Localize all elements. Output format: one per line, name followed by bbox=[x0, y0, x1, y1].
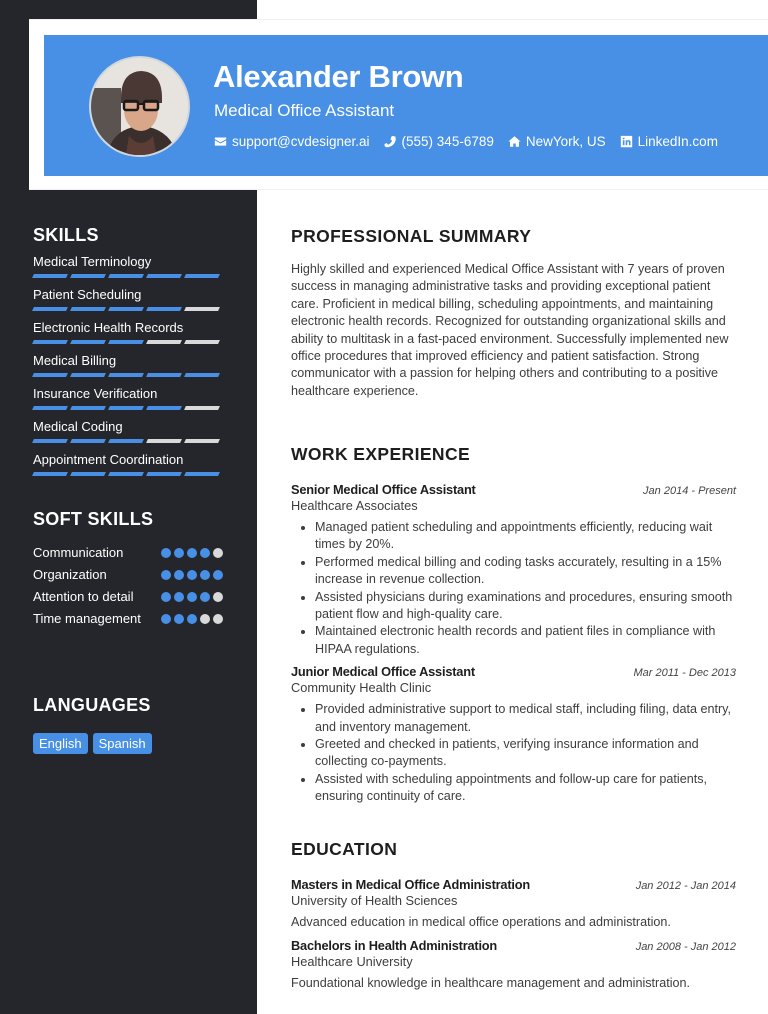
skill-level-segment bbox=[146, 274, 182, 278]
rating-dot bbox=[161, 570, 171, 580]
education-desc: Foundational knowledge in healthcare management and administration. bbox=[291, 976, 691, 991]
skill-level-bar bbox=[33, 472, 223, 476]
rating-dot bbox=[161, 592, 171, 602]
skill-level-segment bbox=[70, 406, 106, 410]
rating-dot bbox=[161, 614, 171, 624]
rating-dot bbox=[187, 614, 197, 624]
skill-level-segment bbox=[146, 406, 182, 410]
rating-dot bbox=[213, 548, 223, 558]
envelope-icon bbox=[214, 135, 227, 148]
skill-level-bar bbox=[33, 340, 223, 344]
summary-text: Highly skilled and experienced Medical Office Assistant with 7 years of proven success in managing administrative tasks and providing exceptional patient care. Proficient in medical billing, scheduling appointments, and maintaining electronic health records. Recognized for outstanding organizational skills and ability to multitask in a fast-paced environment. Successfully implemented new office procedures that improved efficiency and patient satisfaction. Strong communicator with a passion for helping others and contributing to a positive healthcare experience. bbox=[291, 262, 729, 398]
soft-skill-rating bbox=[161, 592, 223, 602]
job-title: Senior Medical Office Assistant bbox=[291, 482, 476, 497]
skill-level-segment bbox=[146, 439, 182, 443]
contact-email[interactable] bbox=[214, 134, 370, 149]
rating-dot bbox=[200, 592, 210, 602]
skill-level-bar bbox=[33, 274, 223, 278]
rating-dot bbox=[161, 548, 171, 558]
job-date: Mar 2011 - Dec 2013 bbox=[633, 667, 736, 680]
soft-skill-item bbox=[33, 544, 223, 562]
skill-level-segment bbox=[184, 406, 220, 410]
rating-dot bbox=[187, 570, 197, 580]
contact-phone-text: (555) 345-6789 bbox=[401, 134, 494, 149]
header-card bbox=[29, 19, 768, 190]
education-section bbox=[291, 839, 736, 993]
education-entry bbox=[291, 938, 736, 992]
skill-item bbox=[33, 353, 223, 377]
contact-phone[interactable] bbox=[384, 134, 494, 149]
skills-section bbox=[33, 225, 223, 476]
skill-level-segment bbox=[184, 472, 220, 476]
rating-dot bbox=[200, 570, 210, 580]
summary-heading: PROFESSIONAL SUMMARY bbox=[291, 226, 532, 246]
soft-skills-heading: SOFT SKILLS bbox=[33, 509, 154, 529]
summary-section bbox=[291, 226, 736, 400]
rating-dot bbox=[174, 614, 184, 624]
skill-level-bar bbox=[33, 406, 223, 410]
skill-level-segment bbox=[32, 340, 68, 344]
contact-linkedin[interactable] bbox=[620, 134, 718, 149]
soft-skill-name: Time management bbox=[33, 611, 141, 626]
rating-dot bbox=[200, 548, 210, 558]
rating-dot bbox=[213, 570, 223, 580]
skill-level-segment bbox=[184, 307, 220, 311]
skill-name: Electronic Health Records bbox=[33, 320, 184, 335]
skill-level-segment bbox=[32, 439, 68, 443]
soft-skill-name: Attention to detail bbox=[33, 589, 134, 604]
education-date: Jan 2012 - Jan 2014 bbox=[635, 880, 736, 892]
job-bullet: • Managed patient scheduling and appointments efficiently, reducing wait times by 20%. bbox=[315, 519, 736, 554]
experience-section bbox=[291, 444, 736, 806]
job-bullet: • Provided administrative support to medical staff, including filing, data entry, and inventory management. bbox=[315, 701, 736, 736]
language-badge: English bbox=[33, 733, 88, 754]
school: Healthcare University bbox=[291, 954, 413, 970]
education-entry bbox=[291, 877, 736, 931]
skill-level-bar bbox=[33, 307, 223, 311]
header-band bbox=[44, 35, 768, 176]
soft-skill-name: Communication bbox=[33, 545, 124, 560]
skill-level-segment bbox=[108, 340, 144, 344]
skill-level-segment bbox=[70, 439, 106, 443]
rating-dot bbox=[213, 592, 223, 602]
rating-dot bbox=[174, 570, 184, 580]
job-title: Junior Medical Office Assistant bbox=[291, 664, 475, 680]
skill-level-segment bbox=[32, 307, 68, 311]
job-bullet: • Performed medical billing and coding tasks accurately, resulting in a 15% increase in revenue collection. bbox=[315, 554, 736, 589]
skill-level-segment bbox=[108, 439, 144, 443]
rating-dot bbox=[213, 614, 223, 624]
contact-list bbox=[214, 134, 718, 149]
skill-level-segment bbox=[184, 274, 220, 278]
rating-dot bbox=[187, 548, 197, 558]
job-entry bbox=[291, 482, 736, 658]
skill-name: Medical Coding bbox=[33, 419, 123, 434]
rating-dot bbox=[200, 614, 210, 624]
job-bullet: • Assisted physicians during examinations and procedures, ensuring smooth patient flow and high-quality care. bbox=[315, 589, 736, 624]
education-date: Jan 2008 - Jan 2012 bbox=[635, 941, 736, 954]
skill-level-segment bbox=[70, 274, 106, 278]
rating-dot bbox=[187, 592, 197, 602]
job-bullets bbox=[291, 701, 736, 805]
skill-item bbox=[33, 320, 223, 344]
skill-name: Medical Billing bbox=[33, 353, 117, 368]
skill-level-segment bbox=[184, 439, 220, 443]
skill-level-segment bbox=[184, 373, 220, 377]
candidate-name: Alexander Brown bbox=[213, 59, 464, 94]
soft-skill-item bbox=[33, 566, 223, 584]
skill-level-bar bbox=[33, 439, 223, 443]
skill-item bbox=[33, 452, 223, 476]
skill-level-segment bbox=[32, 472, 68, 476]
soft-skill-rating bbox=[161, 570, 223, 580]
language-badge: Spanish bbox=[93, 733, 152, 754]
skill-level-segment bbox=[70, 373, 106, 377]
skill-level-segment bbox=[108, 373, 144, 377]
soft-skill-rating bbox=[161, 548, 223, 558]
job-company: Community Health Clinic bbox=[291, 680, 432, 696]
skill-level-bar bbox=[33, 373, 223, 377]
skill-level-segment bbox=[146, 472, 182, 476]
skill-name: Medical Terminology bbox=[33, 254, 152, 269]
skill-level-segment bbox=[146, 373, 182, 377]
job-bullet: • Maintained electronic health records and patient files in compliance with HIPAA regulations. bbox=[315, 623, 736, 658]
languages-section bbox=[33, 695, 223, 754]
job-company: Healthcare Associates bbox=[291, 498, 418, 513]
skill-name: Insurance Verification bbox=[33, 386, 158, 401]
degree: Bachelors in Health Administration bbox=[291, 938, 498, 954]
soft-skill-name: Organization bbox=[33, 567, 107, 582]
skill-name: Patient Scheduling bbox=[33, 287, 142, 302]
education-desc: Advanced education in medical office operations and administration. bbox=[291, 915, 671, 929]
skills-heading: SKILLS bbox=[33, 225, 99, 245]
linkedin-icon bbox=[620, 135, 633, 148]
degree: Masters in Medical Office Administration bbox=[291, 877, 530, 892]
skill-level-segment bbox=[108, 274, 144, 278]
skill-item bbox=[33, 419, 223, 443]
skill-level-segment bbox=[32, 274, 68, 278]
skill-level-segment bbox=[184, 340, 220, 344]
soft-skill-rating bbox=[161, 614, 223, 624]
education-heading: EDUCATION bbox=[291, 839, 398, 859]
job-bullet: • Assisted with scheduling appointments and follow-up care for patients, ensuring continuity of care. bbox=[315, 771, 736, 806]
skill-level-segment bbox=[32, 406, 68, 410]
contact-location-text: NewYork, US bbox=[525, 134, 606, 149]
skill-level-segment bbox=[32, 373, 68, 377]
skill-item bbox=[33, 386, 223, 410]
avatar bbox=[89, 56, 190, 157]
languages-heading: LANGUAGES bbox=[33, 695, 151, 715]
skill-name: Appointment Coordination bbox=[33, 452, 184, 467]
rating-dot bbox=[174, 548, 184, 558]
job-entry bbox=[291, 664, 736, 805]
soft-skills-section bbox=[33, 509, 223, 628]
skill-level-segment bbox=[70, 340, 106, 344]
skills-list bbox=[33, 254, 223, 476]
skill-level-segment bbox=[70, 472, 106, 476]
soft-skill-item bbox=[33, 610, 223, 628]
contact-location bbox=[508, 134, 606, 149]
home-icon bbox=[508, 135, 521, 148]
skill-level-segment bbox=[108, 472, 144, 476]
job-bullet: • Greeted and checked in patients, verifying insurance information and collecting co-payments. bbox=[315, 736, 736, 771]
skill-level-segment bbox=[108, 307, 144, 311]
candidate-title: Medical Office Assistant bbox=[214, 101, 395, 120]
soft-skill-item bbox=[33, 588, 223, 606]
skill-item bbox=[33, 287, 223, 311]
skill-level-segment bbox=[146, 340, 182, 344]
job-date: Jan 2014 - Present bbox=[643, 485, 736, 497]
contact-email-text: support@cvdesigner.ai bbox=[232, 134, 370, 149]
contact-linkedin-text: LinkedIn.com bbox=[637, 134, 718, 149]
skill-level-segment bbox=[108, 406, 144, 410]
phone-icon bbox=[384, 135, 397, 148]
rating-dot bbox=[174, 592, 184, 602]
experience-heading: WORK EXPERIENCE bbox=[291, 444, 471, 464]
soft-skills-list bbox=[33, 544, 223, 628]
school: University of Health Sciences bbox=[291, 893, 458, 908]
skill-item bbox=[33, 254, 223, 278]
languages-list bbox=[33, 733, 223, 754]
skill-level-segment bbox=[70, 307, 106, 311]
job-bullets bbox=[291, 519, 736, 658]
skill-level-segment bbox=[146, 307, 182, 311]
